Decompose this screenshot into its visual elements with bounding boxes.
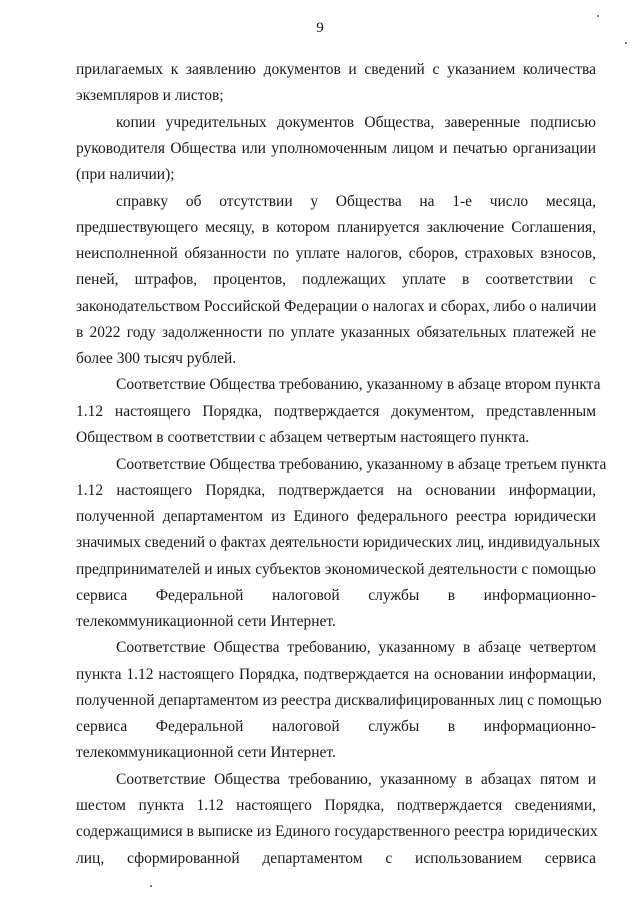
scan-speck <box>150 885 152 887</box>
text-line: предпринимателей и иных субъектов экономической деятельности с помощью <box>76 561 596 578</box>
text-line: копии учредительных документов Общества, заверенные подписью <box>116 114 596 131</box>
text-line: прилагаемых к заявлению документов и сведений с указанием количества <box>76 61 596 78</box>
text-line: сервиса Федеральной налоговой службы в информационно- <box>76 587 596 604</box>
text-line: экземпляров и листов; <box>76 87 224 104</box>
text-line: телекоммуникационной сети Интернет. <box>76 744 336 761</box>
text-line: Соответствие Общества требованию, указанному в абзаце втором пункта <box>116 376 601 393</box>
text-line: Соответствие Общества требованию, указанному в абзаце третьем пункта <box>116 456 607 473</box>
text-line: Обществом в соответствии с абзацем четвертым настоящего пункта. <box>76 429 530 446</box>
text-line: телекоммуникационной сети Интернет. <box>76 613 336 630</box>
text-line: пеней, штрафов, процентов, подлежащих уплате в соответствии с <box>76 271 596 288</box>
text-line: шестом пункта 1.12 настоящего Порядка, подтверждается сведениями, <box>76 797 596 814</box>
text-line: Соответствие Общества требованию, указанному в абзацах пятом и <box>116 771 596 788</box>
text-line: значимых сведений о фактах деятельности юридических лиц, индивидуальных <box>76 534 601 551</box>
text-line: (при наличии); <box>76 166 175 183</box>
text-line: руководителя Общества или уполномоченным лицом и печатью организации <box>76 140 596 157</box>
text-line: 1.12 настоящего Порядка, подтверждается на основании информации, <box>76 482 596 499</box>
text-line: Соответствие Общества требованию, указанному в абзаце четвертом <box>116 639 596 656</box>
scan-speck <box>597 15 599 17</box>
text-line: содержащимися в выписке из Единого государственного реестра юридических <box>76 823 598 840</box>
text-line: пункта 1.12 настоящего Порядка, подтверждается на основании информации, <box>76 666 596 683</box>
text-line: сервиса Федеральной налоговой службы в информационно- <box>76 718 596 735</box>
text-line: предшествующего месяцу, в котором планируется заключение Соглашения, <box>76 219 596 236</box>
text-line: справку об отсутствии у Общества на 1-е число месяца, <box>116 193 596 210</box>
text-line: полученной департаментом из Единого федерального реестра юридически <box>76 508 596 525</box>
text-line: неисполненной обязанности по уплате налогов, сборов, страховых взносов, <box>76 245 596 262</box>
text-line: 1.12 настоящего Порядка, подтверждается документом, представленным <box>76 403 596 420</box>
page-number: 9 <box>316 20 324 36</box>
text-line: законодательством Российской Федерации о налогах и сборах, либо о наличии <box>76 298 597 315</box>
text-line: более 300 тысяч рублей. <box>76 350 237 367</box>
text-line: в 2022 году задолженности по уплате указанных обязательных платежей не <box>76 324 596 341</box>
text-line: полученной департаментом из реестра дисквалифицированных лиц с помощью <box>76 692 602 709</box>
scan-speck <box>625 42 627 44</box>
text-line: лиц, сформированной департаментом с использованием сервиса <box>76 850 596 867</box>
